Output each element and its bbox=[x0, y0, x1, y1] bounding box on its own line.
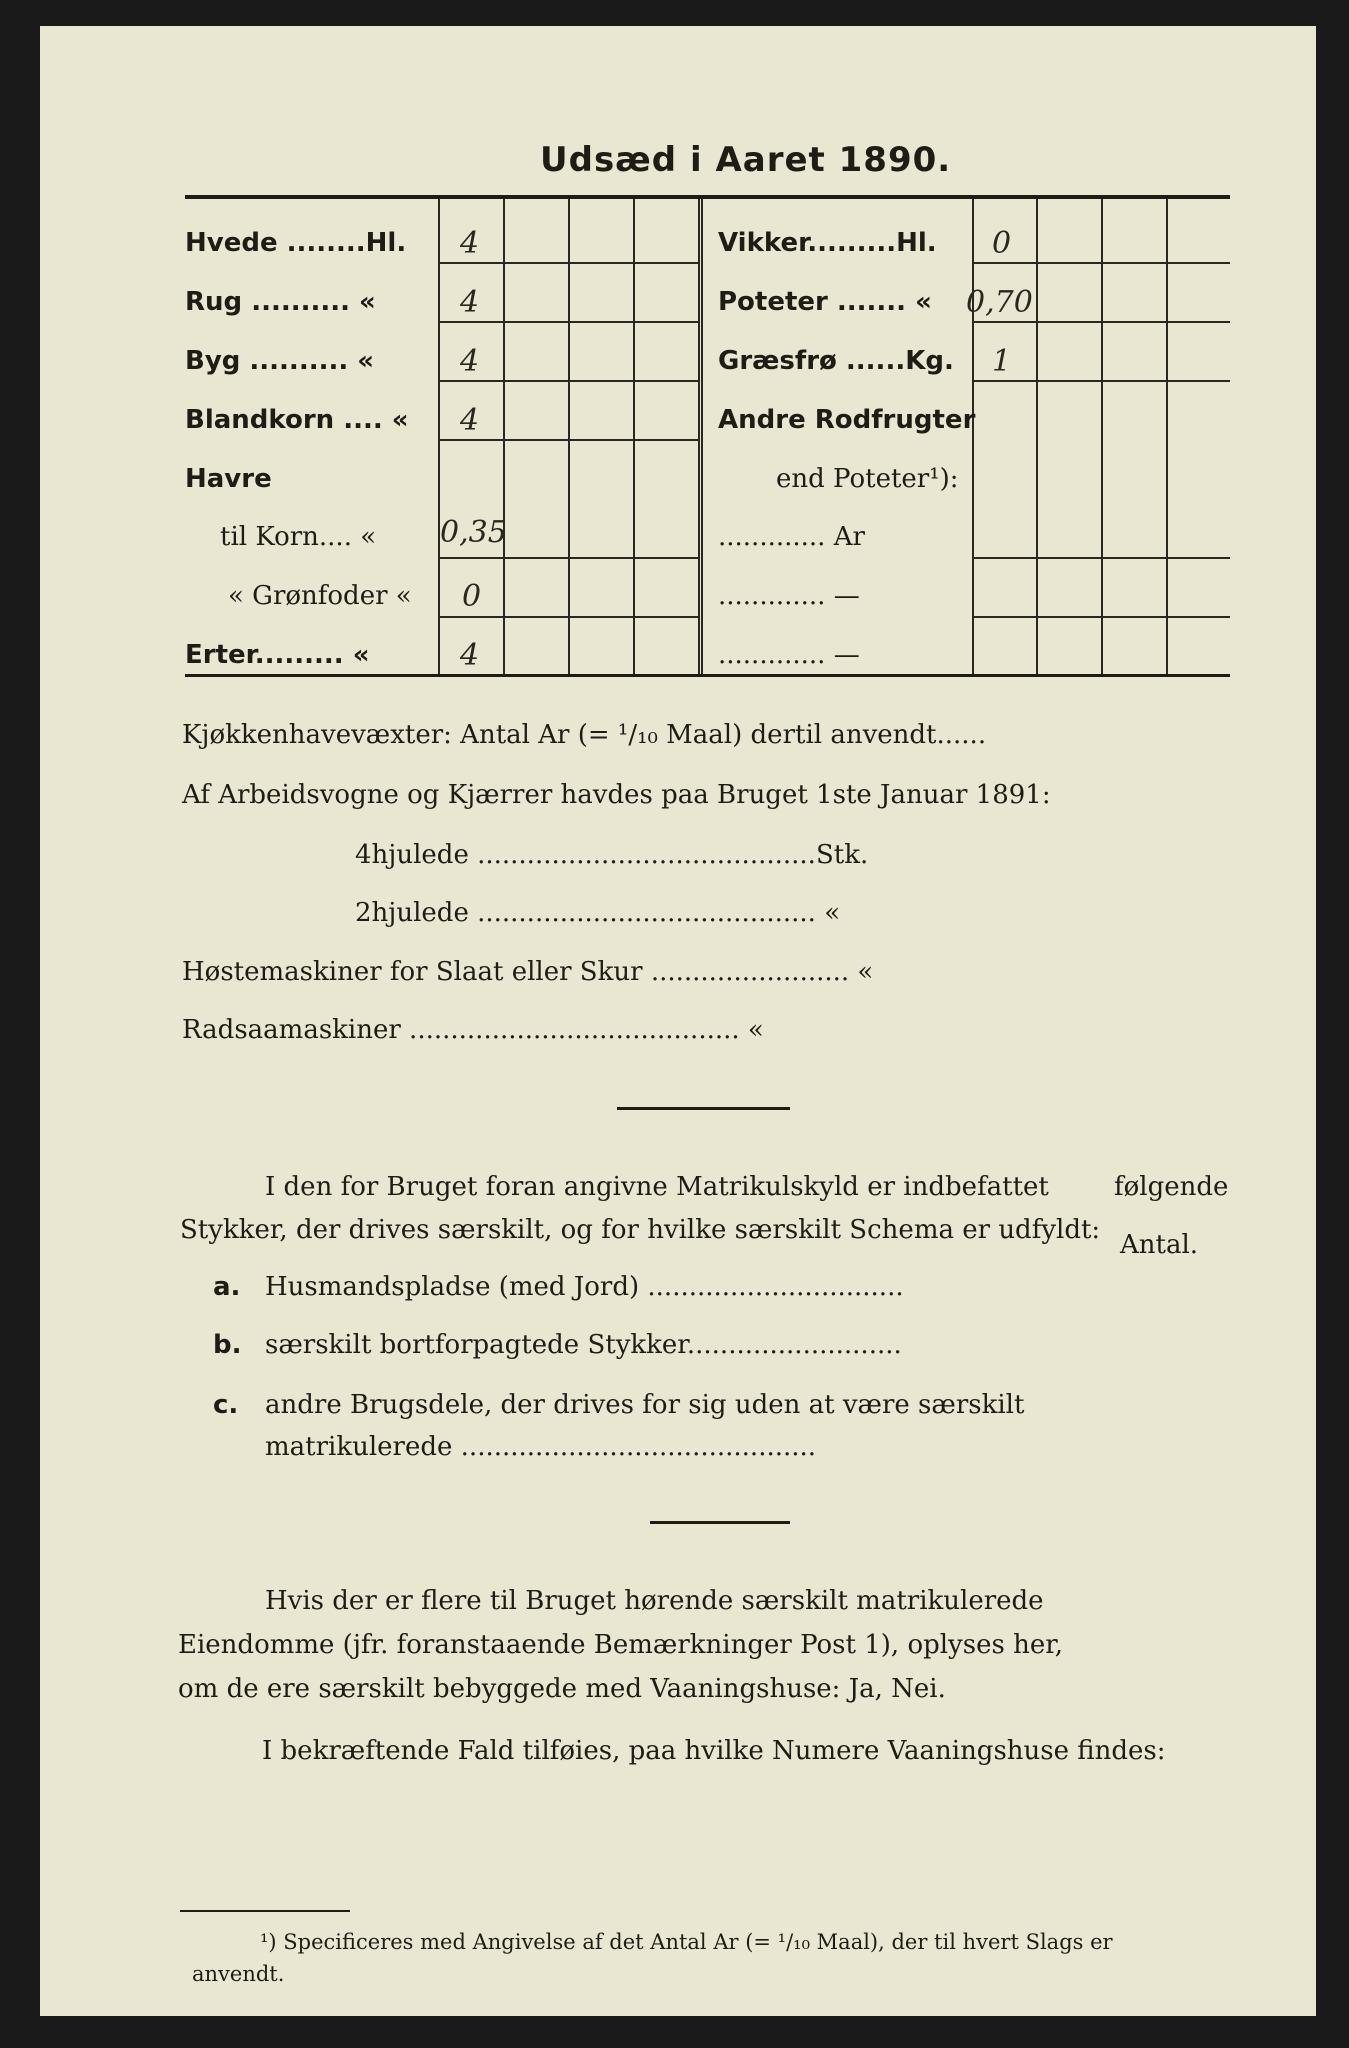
row-label-ar: ............. Ar bbox=[718, 522, 865, 552]
col-line bbox=[1101, 199, 1103, 674]
col-line bbox=[568, 199, 570, 674]
col-line bbox=[503, 199, 505, 674]
col-line bbox=[698, 199, 700, 674]
cell-line bbox=[974, 557, 1230, 559]
footnote-line-2: anvendt. bbox=[192, 1962, 285, 1986]
row-value-byg: 4 bbox=[460, 344, 480, 379]
footnote-rule bbox=[180, 1910, 350, 1912]
item-a-letter: a. bbox=[213, 1272, 241, 1302]
row-value-blandkorn: 4 bbox=[460, 403, 480, 438]
hostemaskiner-line: Høstemaskiner for Slaat eller Skur ........................ « bbox=[182, 957, 874, 987]
row-value-til-korn: 0,35 bbox=[440, 515, 507, 550]
cell-line bbox=[974, 380, 1230, 382]
cell-line bbox=[974, 321, 1230, 323]
row-label-blank-2: ............. — bbox=[718, 640, 860, 670]
fourwheel-line: 4hjulede .........................................Stk. bbox=[355, 840, 869, 870]
col-line bbox=[1036, 199, 1038, 674]
row-label-til-korn: til Korn.... « bbox=[220, 522, 377, 552]
col-line bbox=[701, 199, 703, 674]
row-label-graesfro: Græsfrø ......Kg. bbox=[718, 346, 954, 376]
antal-heading: Antal. bbox=[1120, 1230, 1199, 1260]
row-label-byg: Byg .......... « bbox=[185, 346, 375, 376]
row-label-vikker: Vikker.........Hl. bbox=[718, 228, 937, 258]
arbeidsvogne-line: Af Arbeidsvogne og Kjærrer havdes paa Bruget 1ste Januar 1891: bbox=[182, 780, 1051, 810]
row-label-gronfoder: « Grønfoder « bbox=[228, 581, 412, 611]
kjokkenhave-line: Kjøkkenhavevæxter: Antal Ar (= ¹/₁₀ Maal) dertil anvendt...... bbox=[182, 720, 987, 750]
row-label-rug: Rug .......... « bbox=[185, 287, 376, 317]
section-divider bbox=[617, 1107, 790, 1110]
item-b: særskilt bortforpagtede Stykker.......................... bbox=[265, 1330, 902, 1360]
row-value-rug: 4 bbox=[460, 285, 480, 320]
row-label-hvede: Hvede ........Hl. bbox=[185, 228, 407, 258]
item-c-letter: c. bbox=[213, 1390, 239, 1420]
table-top-rule bbox=[185, 195, 1230, 199]
row-value-poteter: 0,70 bbox=[966, 285, 1033, 320]
cell-line bbox=[440, 616, 700, 618]
row-value-hvede: 4 bbox=[460, 226, 480, 261]
row-label-havre: Havre bbox=[185, 464, 272, 494]
item-c-line-1: andre Brugsdele, der drives for sig uden at være særskilt bbox=[265, 1390, 1025, 1420]
row-value-graesfro: 1 bbox=[992, 344, 1012, 379]
radsaamaskiner-line: Radsaamaskiner ........................................ « bbox=[182, 1015, 764, 1045]
cell-line bbox=[440, 439, 700, 441]
item-c-line-2: matrikulerede ........................................... bbox=[265, 1432, 817, 1462]
col-line bbox=[633, 199, 635, 674]
item-b-letter: b. bbox=[213, 1330, 242, 1360]
cell-line bbox=[440, 321, 700, 323]
cell-line bbox=[440, 262, 700, 264]
row-label-andre-rodfrugter: Andre Rodfrugter bbox=[718, 405, 976, 435]
col-line bbox=[438, 199, 440, 674]
table-bottom-rule bbox=[185, 674, 1230, 677]
row-value-gronfoder: 0 bbox=[462, 579, 482, 614]
item-a: Husmandspladse (med Jord) ............................... bbox=[265, 1272, 904, 1302]
row-label-blandkorn: Blandkorn .... « bbox=[185, 405, 409, 435]
matrikel-folgende: følgende bbox=[1114, 1172, 1229, 1202]
bekraeftende-line: I bekræftende Fald tilføies, paa hvilke Numere Vaaningshuse findes: bbox=[262, 1736, 1166, 1766]
hvis-line-2: Eiendomme (jfr. foranstaaende Bemærkninger Post 1), oplyses her, bbox=[178, 1630, 1064, 1660]
row-label-blank-1: ............. — bbox=[718, 581, 860, 611]
row-label-end-poteter: end Poteter¹): bbox=[776, 464, 959, 494]
col-line bbox=[1166, 199, 1168, 674]
cell-line bbox=[440, 380, 700, 382]
matrikel-line-2: Stykker, der drives særskilt, og for hvilke særskilt Schema er udfyldt: bbox=[180, 1215, 1101, 1245]
cell-line bbox=[974, 616, 1230, 618]
twowheel-line: 2hjulede ......................................... « bbox=[355, 898, 841, 928]
row-value-erter: 4 bbox=[460, 638, 480, 673]
footnote-line-1: ¹) Specificeres med Angivelse af det Antal Ar (= ¹/₁₀ Maal), der til hvert Slags er bbox=[260, 1930, 1113, 1954]
row-label-poteter: Poteter ....... « bbox=[718, 287, 932, 317]
section-divider-2 bbox=[650, 1521, 790, 1524]
row-value-vikker: 0 bbox=[992, 226, 1012, 261]
hvis-line-3: om de ere særskilt bebyggede med Vaaningshuse: Ja, Nei. bbox=[178, 1674, 946, 1704]
col-line bbox=[972, 199, 974, 674]
cell-line bbox=[440, 557, 700, 559]
cell-line bbox=[974, 262, 1230, 264]
page-title: Udsæd i Aaret 1890. bbox=[540, 140, 952, 180]
row-label-erter: Erter......... « bbox=[185, 640, 370, 670]
matrikel-line-1: I den for Bruget foran angivne Matrikulskyld er indbefattet bbox=[265, 1172, 1049, 1202]
hvis-line-1: Hvis der er flere til Bruget hørende særskilt matrikulerede bbox=[265, 1586, 1044, 1616]
